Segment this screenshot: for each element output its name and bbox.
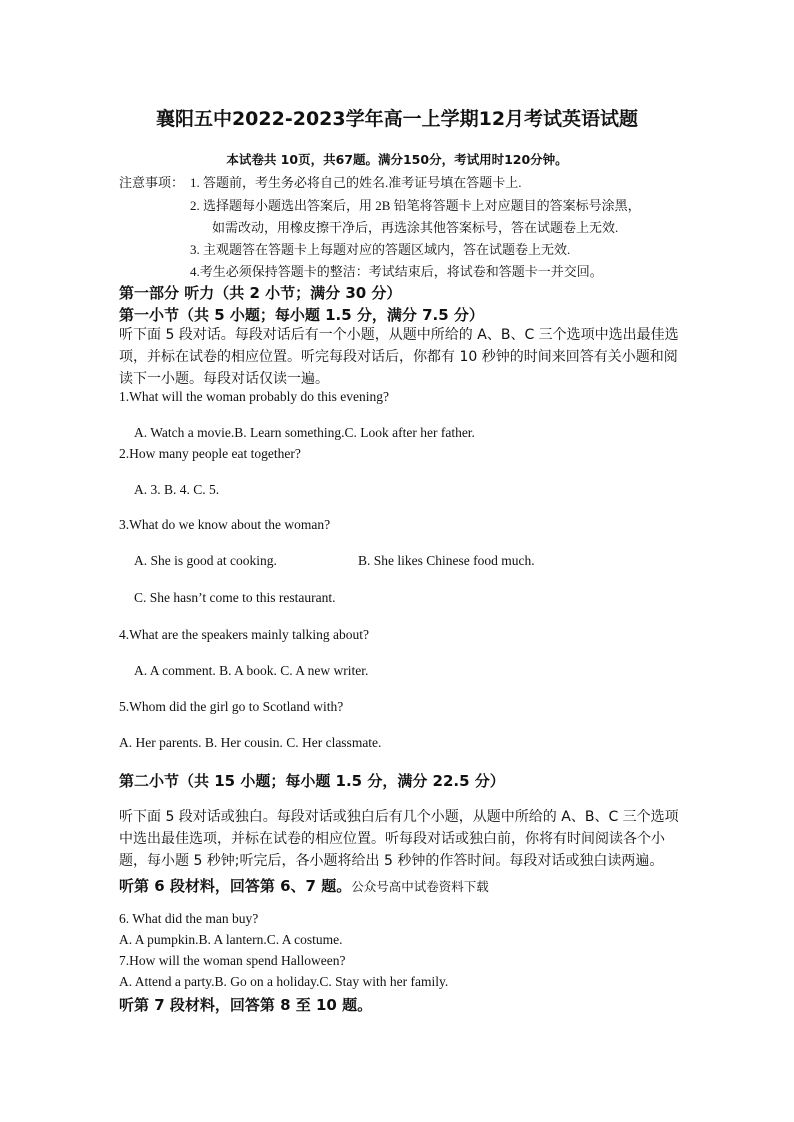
note-item: 1. 答题前，考生务必将自己的姓名.准考证号填在答题卡上. [190,175,522,190]
question-option: C. She hasn’t come to this restaurant. [134,590,336,605]
question-stem: 2.How many people eat together? [119,446,301,461]
notes-label: 注意事项： [119,176,185,191]
question-stem: 6. What did the man buy? [119,911,259,926]
question-options: A. Watch a movie.B. Learn something.C. Look after her father. [134,425,475,440]
question-options: A. Attend a party.B. Go on a holiday.C. Stay with her family. [119,974,449,989]
question-stem: 5.Whom did the girl go to Scotland with? [119,699,344,714]
page-title: 襄阳五中2022-2023学年高一上学期12月考试英语试题 [155,108,639,130]
watermark-note: 公众号高中试卷资料下载 [351,880,489,894]
section-instructions: 听下面 5 段对话。每段对话后有一个小题，从题中所给的 A、B、C 三个选项中选出最佳选项，并标在试卷的相应位置。听完每段对话后，你都有 10 秒钟的时间来回答有关小题和阅读下一小题。每段对话仅读一遍。 [119,327,679,387]
note-item: 4.考生必须保持答题卡的整洁：考试结束后，将试卷和答题卡一并交回。 [190,264,603,279]
question-options: A. Her parents. B. Her cousin. C. Her classmate. [119,735,382,750]
question-stem: 3.What do we know about the woman? [119,517,331,532]
exam-info: 本试卷共 10页，共67题。满分150分，考试用时120分钟。 [226,152,568,167]
question-stem: 1.What will the woman probably do this evening? [119,389,389,404]
part-heading: 第一部分 听力（共 2 小节；满分 30 分） [119,284,402,302]
note-item: 3. 主观题答在答题卡上每题对应的答题区域内，答在试题卷上无效. [190,242,571,257]
question-options: A. A pumpkin.B. A lantern.C. A costume. [119,932,343,947]
question-stem: 4.What are the speakers mainly talking about? [119,627,370,642]
material-heading [119,875,489,896]
question-options: A. A comment. B. A book. C. A new writer. [134,663,369,678]
note-item: 如需改动，用橡皮擦干净后，再选涂其他答案标号，答在试题卷上无效. [212,220,619,235]
material-6-label: 听第 6 段材料，回答第 6、7 题。 [119,877,352,895]
question-stem: 7.How will the woman spend Halloween? [119,953,346,968]
section-instructions: 听下面 5 段对话或独白。每段对话或独白后有几个小题，从题中所给的 A、B、C 三个选项中选出最佳选项，并标在试卷的相应位置。听每段对话或独白前，你将有时间阅读各个小题，每小题 5 秒钟;听完后，各小题将给出 5 秒钟的作答时间。每段对话或独白读两遍。 [119,809,679,869]
question-option: B. She likes Chinese food much. [358,553,535,568]
question-option: A. She is good at cooking. [134,553,277,568]
question-options: A. 3. B. 4. C. 5. [134,482,220,497]
section-heading: 第二小节（共 15 小题；每小题 1.5 分，满分 22.5 分） [119,772,505,790]
material-heading: 听第 7 段材料，回答第 8 至 10 题。 [119,996,373,1014]
note-item: 2. 选择题每小题选出答案后，用 2B 铅笔将答题卡上对应题目的答案标号涂黑， [190,198,641,213]
section-heading: 第一小节（共 5 小题；每小题 1.5 分，满分 7.5 分） [119,306,484,324]
